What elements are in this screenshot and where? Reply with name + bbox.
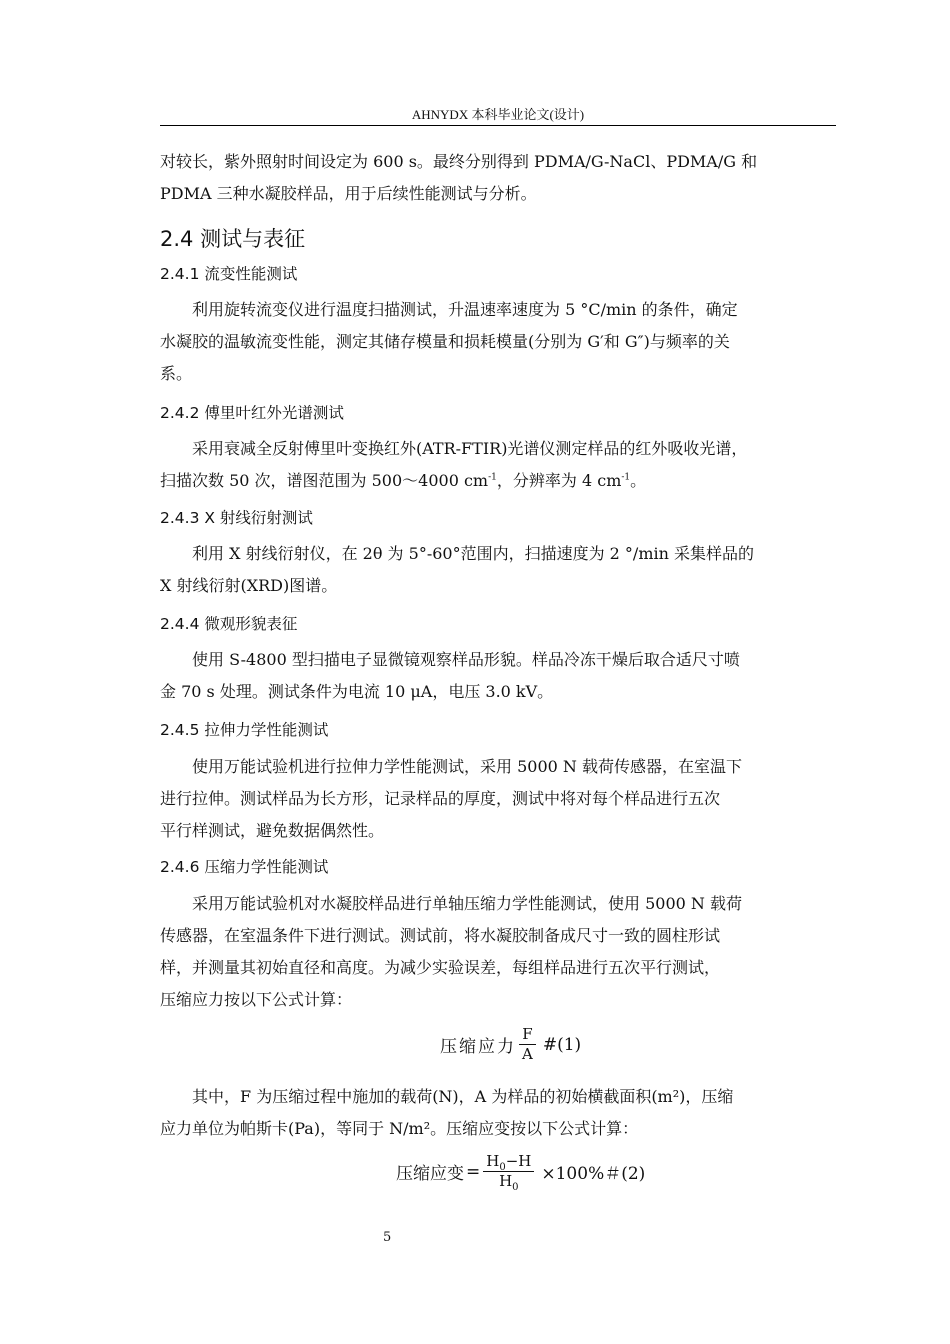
equation-label: ×100%＃(2) <box>541 1164 646 1184</box>
text-run: 。 <box>630 471 647 490</box>
intro-paragraph <box>160 146 836 210</box>
ftir-paragraph <box>160 433 836 497</box>
subsection-heading-ftir: 2.4.2 傅里叶红外光谱测试 <box>160 404 344 422</box>
fraction <box>519 1025 536 1064</box>
text-line: 平行样测试，避免数据偶然性。 <box>160 821 385 840</box>
text-line: 传感器，在室温条件下进行测试。测试前，将水凝胶制备成尺寸一致的圆柱形试 <box>160 926 721 945</box>
text-line <box>160 465 836 497</box>
subsection-heading-xrd: 2.4.3 X 射线衍射测试 <box>160 509 313 527</box>
symbol: H <box>499 1172 513 1190</box>
subsection-heading-tensile: 2.4.5 拉伸力学性能测试 <box>160 721 329 739</box>
subscript: 0 <box>499 1162 506 1173</box>
equation-lhs: 压缩应变 <box>396 1164 464 1184</box>
text-line: 采用衰减全反射傅里叶变换红外(ATR-FTIR)光谱仪测定样品的红外吸收光谱， <box>192 439 748 458</box>
equation-2 <box>396 1152 645 1191</box>
text-line: 水凝胶的温敏流变性能，测定其储存模量和损耗模量(分别为 G′和 G″)与频率的关 <box>160 332 730 351</box>
superscript: -1 <box>621 472 631 483</box>
section-heading: 2.4 测试与表征 <box>160 227 306 251</box>
text-line: 压缩应力按以下公式计算： <box>160 990 353 1009</box>
equation-1 <box>440 1025 581 1064</box>
tensile-paragraph <box>160 751 836 847</box>
after-equation-paragraph <box>160 1081 836 1145</box>
header-rule <box>160 125 836 126</box>
page-header: AHNYDX 本科毕业论文(设计) <box>411 107 585 122</box>
text-run: ，分辨率为 4 cm <box>496 471 622 490</box>
text-line: PDMA 三种水凝胶样品，用于后续性能测试与分析。 <box>160 184 537 203</box>
text-line: 系。 <box>160 364 193 383</box>
text-line: 采用万能试验机对水凝胶样品进行单轴压缩力学性能测试，使用 5000 N 载荷 <box>192 894 742 913</box>
symbol: H <box>486 1152 500 1170</box>
denominator: A <box>522 1045 533 1063</box>
numerator <box>483 1152 534 1172</box>
subscript: 0 <box>512 1182 519 1193</box>
text-line: X 射线衍射(XRD)图谱。 <box>160 576 338 595</box>
sem-paragraph <box>160 644 836 708</box>
numerator: F <box>519 1025 535 1045</box>
denominator <box>496 1172 521 1191</box>
text-line: 样，并测量其初始直径和高度。为减少实验误差，每组样品进行五次平行测试， <box>160 958 721 977</box>
text-line: 其中，F 为压缩过程中施加的载荷(N)，A 为样品的初始横截面积(m²)，压缩 <box>192 1087 734 1106</box>
equation-lhs: 压缩应力 <box>440 1037 516 1057</box>
symbol: −H <box>505 1152 532 1170</box>
subsection-heading-sem: 2.4.4 微观形貌表征 <box>160 615 298 633</box>
equation-label: #(1) <box>542 1034 582 1055</box>
rheology-paragraph <box>160 294 836 390</box>
xrd-paragraph <box>160 538 836 602</box>
subsection-heading-rheology: 2.4.1 流变性能测试 <box>160 265 298 283</box>
subsection-heading-compression: 2.4.6 压缩力学性能测试 <box>160 858 329 876</box>
text-line: 金 70 s 处理。测试条件为电流 10 μA，电压 3.0 kV。 <box>160 682 554 701</box>
text-line: 利用旋转流变仪进行温度扫描测试，升温速率速度为 5 °C/min 的条件，确定 <box>192 300 738 319</box>
text-line: 应力单位为帕斯卡(Pa)，等同于 N/m²。压缩应变按以下公式计算： <box>160 1119 639 1138</box>
text-line: 对较长，紫外照射时间设定为 600 s。最终分别得到 PDMA/G-NaCl、PDMA/G 和 <box>160 152 758 171</box>
superscript: -1 <box>488 472 497 483</box>
text-line: 利用 X 射线衍射仪，在 2θ 为 5°-60°范围内，扫描速度为 2 °/min 采集样品的 <box>192 544 755 563</box>
equals-sign: = <box>466 1161 481 1182</box>
text-line: 使用万能试验机进行拉伸力学性能测试，采用 5000 N 载荷传感器，在室温下 <box>192 757 742 776</box>
text-line: 使用 S-4800 型扫描电子显微镜观察样品形貌。样品冷冻干燥后取合适尺寸喷 <box>192 650 740 669</box>
text-line: 进行拉伸。测试样品为长方形，记录样品的厚度，测试中将对每个样品进行五次 <box>160 789 721 808</box>
fraction <box>483 1152 534 1191</box>
text-run: 扫描次数 50 次，谱图范围为 500～4000 cm <box>160 471 489 490</box>
page-number: 5 <box>383 1230 392 1245</box>
compression-paragraph <box>160 888 836 1016</box>
